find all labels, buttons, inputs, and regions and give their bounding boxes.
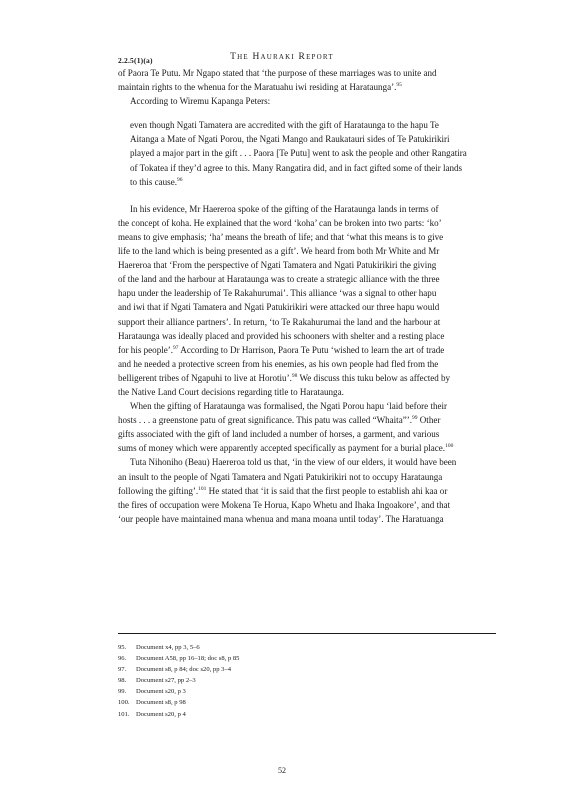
text-line: hosts . . . a greenstone patu of great significance. This patu was called “Whaita”’.$^{99}$ Other <box>118 415 441 426</box>
page-number: 52 <box>278 766 286 775</box>
text-line: of the land and the harbour at Harataunga was to create a strategic alliance with the three <box>118 274 440 285</box>
footnote-text: Document s20, p 4 <box>136 710 186 718</box>
footnote-number: 97. <box>118 666 127 674</box>
text-line: the fires of occupation were Mokena Te Horua, Kapo Whetu and Ihaka Ingoakore’, and that <box>118 499 451 510</box>
footnote-number: 96. <box>118 655 127 663</box>
text-line: and he needed a protective screen from his enemies, as his own people had fled from the <box>118 358 439 369</box>
paragraph-1 <box>118 66 498 94</box>
text-line: gifts associated with the gift of land included a number of horses, a garment, and various <box>118 429 440 440</box>
footnote-divider <box>118 633 496 634</box>
text-line: of Paora Te Putu. Mr Ngapo stated that ‘the purpose of these marriages was to unite and <box>118 68 437 78</box>
footnote-ref: 101 <box>198 485 207 492</box>
footnote <box>118 675 498 686</box>
footnote <box>118 653 498 664</box>
running-title: The Hauraki Report <box>230 52 334 62</box>
footnote-text: Document s20, p 3 <box>136 688 186 696</box>
footnote-text: Document s27, pp 2–3 <box>136 677 196 685</box>
footnote <box>118 664 498 675</box>
text-line: following the gifting’.$^{101}$ He stated that ‘it is said that the first people to establish ahi kaa or <box>118 485 448 496</box>
paragraph-2: According to Wiremu Kapanga Peters: <box>130 96 271 107</box>
text-line: Tuta Nihoniho (Beau) Haereroa told us that, ‘in the view of our elders, it would have been <box>130 457 457 468</box>
quote-line: of Tokatea if they’d agree to this. Many Rangatira did, and in fact gifted some of their lands <box>130 162 463 173</box>
footnote-text: Document x4, pp 3, 5–6 <box>136 644 200 651</box>
text-line: support their alliance partners’. In return, ‘to Te Rakahurumai the land and the harbour at <box>118 316 441 327</box>
quote-line: played a major part in the gift . . . Paora [Te Putu] went to ask the people and other Rangatira <box>130 148 467 159</box>
quote-line: even though Ngati Tamatera are accredited with the gift of Harataunga to the hapu Te <box>130 120 439 131</box>
footnote-ref: 96 <box>176 176 183 183</box>
footnote-number: 95. <box>118 644 127 651</box>
text-line: the Native Land Court decisions regarding title to Harataunga. <box>118 386 344 397</box>
footnote-ref: 100 <box>445 443 454 450</box>
footnote-number: 100. <box>118 699 130 707</box>
text-line: the concept of koha. He explained that the word ‘koha’ can be broken into two parts: ‘ko’ <box>118 217 442 228</box>
paragraph-4 <box>118 399 498 455</box>
footnote-number: 98. <box>118 677 127 685</box>
footnote-text: Document A58, pp 16–18; doc s8, p 85 <box>136 655 240 663</box>
footnote-number: 101. <box>118 710 130 718</box>
footnote <box>118 686 498 697</box>
footnote-ref: 98 <box>291 372 298 379</box>
text-line: belligerent tribes of Ngapuhi to live at Horotiu’.$^{98}$ We discuss this tuku below as affected by <box>118 372 451 383</box>
text-line: In his evidence, Mr Haereroa spoke of the gifting of the Harataunga lands in terms of <box>130 203 439 214</box>
text-line: life to the land which is being presented as a gift’. We heard from both Mr White and Mr <box>118 246 440 257</box>
quote-line: to this cause. <box>130 176 177 187</box>
footnote-ref: 97 <box>173 344 179 351</box>
footnote-text: Document s8, p 84; doc s20, pp 3–4 <box>136 666 232 674</box>
text-line: sums of money which were apparently accepted specifically as payment for a burial place.$^{100}$ <box>118 443 454 454</box>
text-line: hapu under the leadership of Te Rakahurumai’. This alliance ‘was a signal to other hapu <box>118 288 437 299</box>
block-quote <box>130 118 498 188</box>
body-text <box>118 66 498 526</box>
text-line: for his people’.$^{97}$ According to Dr Harrison, Paora Te Putu ‘wished to learn the art of trade <box>118 344 445 355</box>
footnote-text: Document s8, p 98 <box>136 699 186 707</box>
text-line: an insult to the people of Ngati Tamatera and Ngati Patukirikiri not to occupy Harataunga <box>118 471 443 482</box>
paragraph-5 <box>118 455 498 525</box>
footnotes <box>118 642 498 720</box>
text-line: Haereroa that ‘From the perspective of Ngati Tamatera and Ngati Patukirikiri the giving <box>118 260 437 271</box>
paragraph-3 <box>118 202 498 399</box>
quote-line: Aitanga a Mate of Ngati Porou, the Ngati Mango and Raukatauri sides of Te Patukirikiri <box>130 134 450 145</box>
footnote <box>118 709 498 720</box>
text-line: When the gifting of Harataunga was formalised, the Ngati Porou hapu ‘laid before their <box>130 401 448 412</box>
text-line: means to give emphasis; ‘ha’ means the breath of life; and that ‘what this means is to give <box>118 231 444 242</box>
footnote-ref: 95 <box>396 82 402 89</box>
footnote-number: 99. <box>118 688 127 696</box>
footnote <box>118 697 498 708</box>
text-line: and iwi that if Ngati Tamatera and Ngati Patukirikiri were attacked our three hapu would <box>118 302 440 313</box>
text-line: maintain rights to the whenua for the Maratuahu iwi residing at Harataunga’. <box>118 82 397 93</box>
text-line: ‘our people have maintained mana whenua and mana moana until today’. The Haratuanga <box>118 513 444 524</box>
footnote-ref: 99 <box>412 415 418 422</box>
section-number: 2.2.5(1)(a) <box>118 56 153 65</box>
text-line: Harataunga was ideally placed and provided his schooners with shelter and a resting place <box>118 330 445 341</box>
footnote <box>118 642 498 653</box>
